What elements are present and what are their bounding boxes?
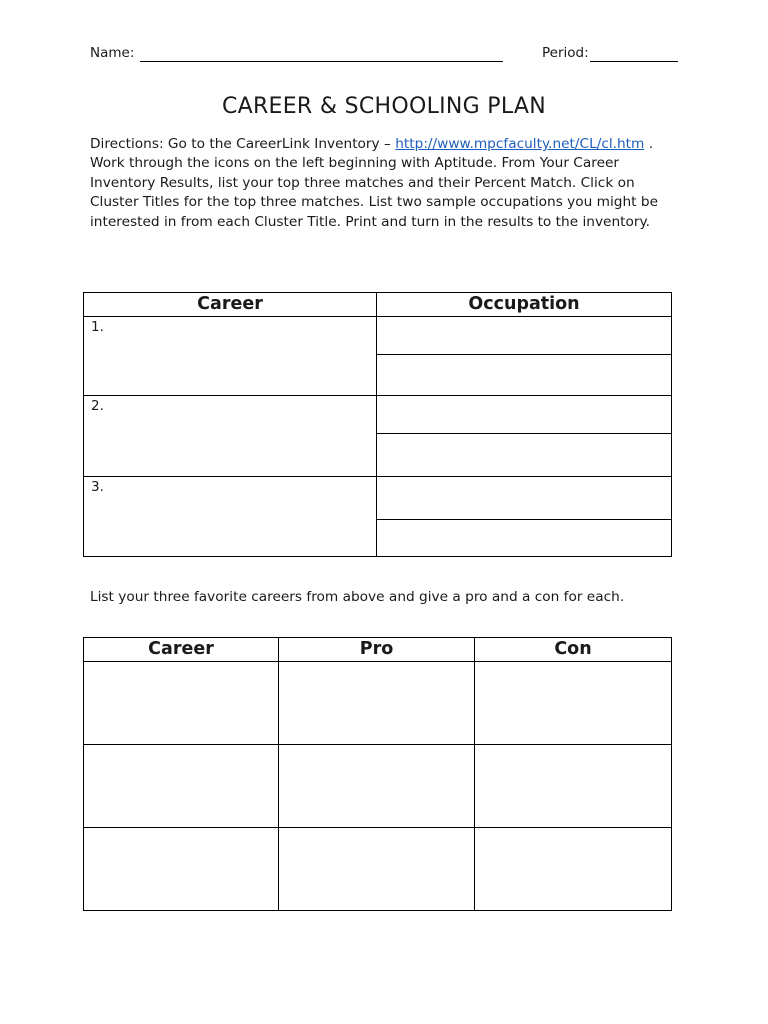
con-header: Con	[475, 638, 672, 662]
con-cell[interactable]	[475, 662, 672, 745]
row-number-3: 3.	[91, 479, 104, 495]
con-cell[interactable]	[475, 828, 672, 911]
pro-cell[interactable]	[279, 662, 475, 745]
career-cell[interactable]	[84, 745, 279, 828]
directions-text	[90, 135, 680, 232]
row-number-2: 2.	[91, 398, 104, 414]
pro-cell[interactable]	[279, 745, 475, 828]
pro-cell[interactable]	[279, 828, 475, 911]
con-cell[interactable]	[475, 745, 672, 828]
row-number-1: 1.	[91, 319, 104, 335]
table-row	[84, 662, 672, 745]
student-header	[90, 45, 680, 65]
pro-con-instructions: List your three favorite careers from above and give a pro and a con for each.	[90, 589, 625, 605]
table-row	[84, 828, 672, 911]
occupation-cell-3b[interactable]	[377, 520, 672, 557]
career-cell[interactable]	[84, 828, 279, 911]
occupation-cell-1b[interactable]	[377, 355, 672, 396]
occupation-header: Occupation	[377, 293, 672, 317]
occupation-cell-3a[interactable]	[377, 477, 672, 520]
career-header: Career	[84, 293, 377, 317]
period-field[interactable]	[590, 61, 678, 62]
table-row	[84, 745, 672, 828]
career-cell[interactable]	[84, 662, 279, 745]
occupation-cell-2a[interactable]	[377, 396, 672, 434]
careerlink-link[interactable]: http://www.mpcfaculty.net/CL/cl.htm	[395, 136, 645, 152]
pro-header: Pro	[279, 638, 475, 662]
period-label: Period:	[542, 45, 589, 61]
career-cell-2[interactable]	[84, 396, 377, 477]
career-cell-1[interactable]	[84, 317, 377, 396]
directions-rest: . Work through the icons on the left beginning with Aptitude. From Your Career Inventory Results, list your top three matches and their Percent Match. Click on Cluster Titles for the top three matches. List two sample occupations you might be interested in from each Cluster Title. Print and turn in the results to the inventory.	[90, 136, 658, 230]
career-cell-3[interactable]	[84, 477, 377, 557]
page-title: CAREER & SCHOOLING PLAN	[221, 94, 547, 119]
directions-intro: Directions: Go to the CareerLink Inventory –	[90, 136, 396, 152]
occupation-cell-1a[interactable]	[377, 317, 672, 355]
career-header: Career	[84, 638, 279, 662]
pro-con-table	[83, 637, 672, 911]
occupation-cell-2b[interactable]	[377, 434, 672, 477]
career-occupation-table	[83, 292, 672, 557]
name-label: Name:	[90, 45, 135, 61]
name-field[interactable]	[140, 61, 503, 62]
